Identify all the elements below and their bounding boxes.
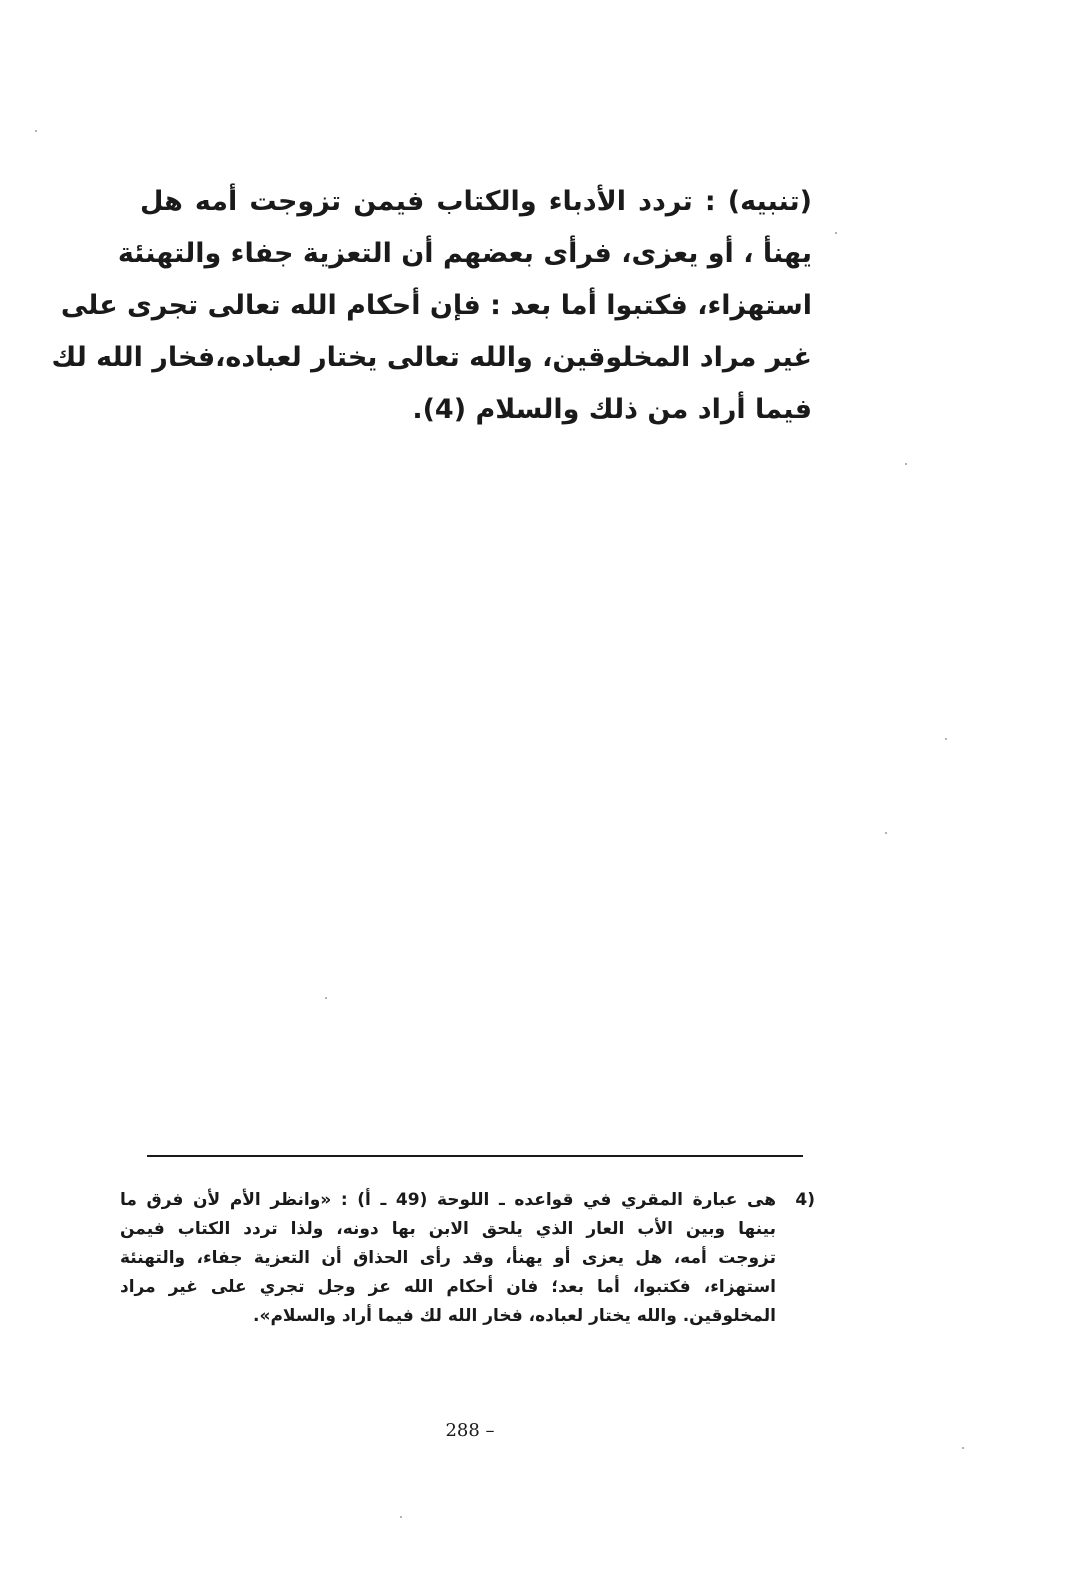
footnote [120,1186,815,1331]
main-line-4: غير مراد المخلوقين، والله تعالى يختار لعباده،فخار الله لك [51,342,812,373]
main-line-2: يهنأ ، أو يعزى، فرأى بعضهم أن التعزية جفاء والتهنئة [117,238,812,269]
footnote-line-1: هى عبارة المقري في قواعده ـ اللوحة (49 ـ أ) : «وانظر الأم لأن فرق ما [120,1190,776,1210]
scan-speck [325,997,327,999]
scan-speck [945,738,947,740]
scan-speck [962,1447,964,1449]
scan-speck [35,130,37,132]
main-paragraph [51,176,812,436]
page-number: 288 – [445,1420,495,1441]
footnote-line-3: تزوجت أمه، هل يعزى أو يهنأ، وقد رأى الحذاق أن التعزية جفاء، والتهنئة [120,1248,776,1268]
scan-speck [905,463,907,465]
footnote-line-4: استهزاء، فكتبوا، أما بعد؛ فان أحكام الله عز وجل تجري على غير مراد [120,1277,776,1297]
main-line-3: استهزاء، فكتبوا أما بعد : فإن أحكام الله تعالى تجرى على [60,290,812,321]
footnote-separator [147,1155,803,1157]
scan-speck [885,832,887,834]
footnote-number: (4 [795,1190,815,1210]
footnote-line-2: بينها وبين الأب العار الذي يلحق الابن بها دونه، ولذا تردد الكتاب فيمن [120,1219,776,1239]
footnote-body [120,1186,776,1331]
scan-speck [835,232,837,234]
scan-speck [400,1516,402,1518]
main-line-5: فيما أراد من ذلك والسلام (4). [412,394,812,425]
footnote-line-5: المخلوقين. والله يختار لعباده، فخار الله لك فيما أراد والسلام». [253,1306,776,1326]
main-line-1: (تنبيه) : تردد الأدباء والكتاب فيمن تزوجت أمه هل [140,186,812,217]
